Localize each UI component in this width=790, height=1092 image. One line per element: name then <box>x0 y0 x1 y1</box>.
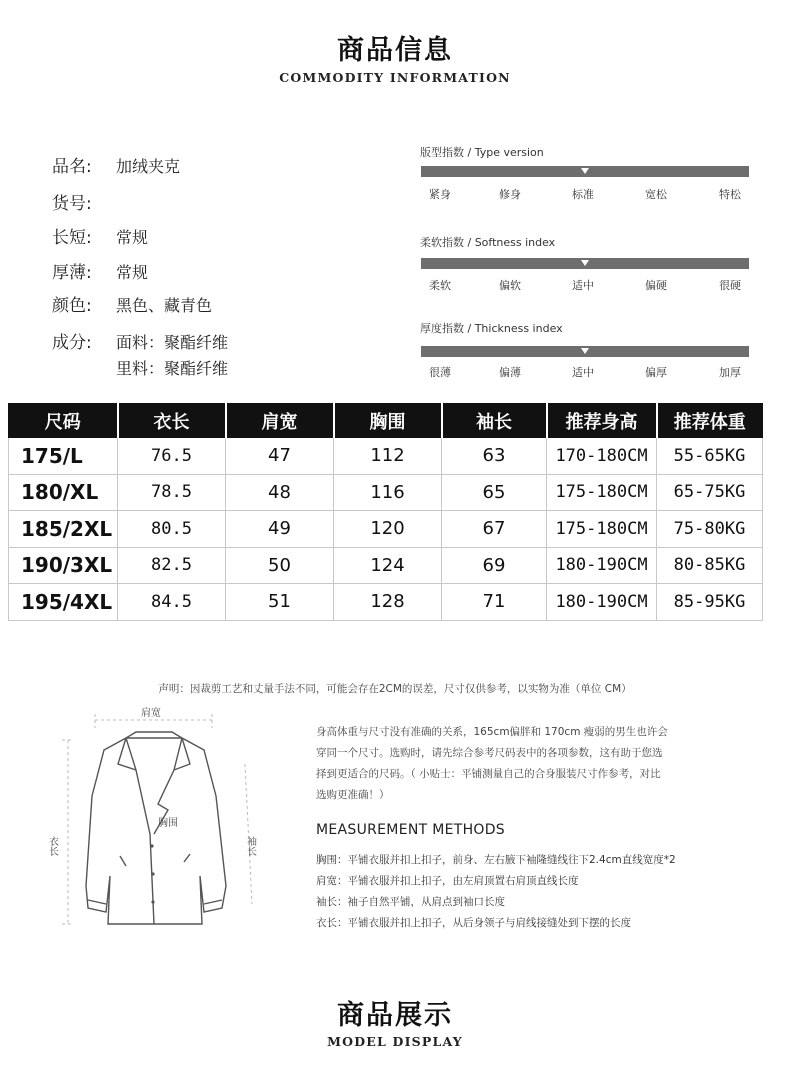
measurement-item: 袖长：袖子自然平铺，从肩点到袖口长度 <box>316 896 505 908</box>
table-cell: 48 <box>226 474 334 511</box>
index-label: 修身 <box>499 188 521 201</box>
index-label: 标准 <box>572 188 594 201</box>
index-labels <box>420 186 750 202</box>
table-cell: 50 <box>226 547 334 584</box>
header-cell: 袖长 <box>442 404 547 438</box>
info-value: 常规 <box>116 263 149 282</box>
table-row <box>9 438 763 475</box>
index-label: 偏厚 <box>645 366 667 379</box>
table-cell: 80-85KG <box>657 547 763 584</box>
button-icon <box>151 900 154 903</box>
table-cell: 190/3XL <box>9 547 118 584</box>
info-row-length <box>52 223 148 248</box>
label-sleeve: 袖长 <box>244 836 256 856</box>
info-label: 成分: <box>52 333 92 353</box>
table-cell: 82.5 <box>118 547 226 584</box>
header-cell: 衣长 <box>118 404 226 438</box>
index-marker-icon <box>581 168 589 174</box>
size-table-header <box>9 404 763 438</box>
table-cell: 180-190CM <box>547 584 657 621</box>
info-row-name <box>52 152 180 177</box>
info-row-color <box>52 291 212 316</box>
table-cell: 112 <box>334 438 442 475</box>
table-cell: 180/XL <box>9 474 118 511</box>
table-row <box>9 511 763 548</box>
description-line: 身高体重与尺寸没有准确的关系，165cm偏胖和 170cm 瘦弱的男生也许会 <box>316 726 668 738</box>
table-cell: 84.5 <box>118 584 226 621</box>
label-length: 衣长 <box>46 836 58 856</box>
index-marker-icon <box>581 260 589 266</box>
table-cell: 69 <box>442 547 547 584</box>
table-cell: 67 <box>442 511 547 548</box>
jacket-diagram <box>40 706 270 936</box>
header-cell: 肩宽 <box>226 404 334 438</box>
table-cell: 49 <box>226 511 334 548</box>
size-table <box>8 403 763 621</box>
info-row-sku <box>52 189 116 214</box>
info-row-material <box>52 328 228 353</box>
table-cell: 175/L <box>9 438 118 475</box>
table-cell: 63 <box>442 438 547 475</box>
disclaimer-text: 声明：因裁剪工艺和丈量手法不同，可能会存在2CM的误差，尺寸仅供参考，以实物为准（单位 CM） <box>158 683 632 695</box>
table-row <box>9 547 763 584</box>
index-label: 特松 <box>719 188 741 201</box>
index-label: 紧身 <box>429 188 451 201</box>
info-label: 品名: <box>52 157 92 177</box>
label-chest: 胸围 <box>158 818 178 829</box>
table-cell: 51 <box>226 584 334 621</box>
index-label: 加厚 <box>719 366 741 379</box>
table-row <box>9 584 763 621</box>
table-cell: 65 <box>442 474 547 511</box>
table-cell: 175-180CM <box>547 474 657 511</box>
index-label: 偏软 <box>499 279 521 292</box>
description-line: 穿同一个尺寸。选购时，请先综合参考尺码表中的各项参数，这有助于您选 <box>316 747 663 759</box>
commodity-title-cn: 商品信息 <box>337 35 453 66</box>
table-cell: 170-180CM <box>547 438 657 475</box>
info-value: 加绒夹克 <box>116 157 181 176</box>
table-cell: 85-95KG <box>657 584 763 621</box>
info-label: 颜色: <box>52 296 92 316</box>
commodity-title-en: COMMODITY INFORMATION <box>279 70 511 85</box>
description-line: 选购更准确！） <box>316 789 390 801</box>
index-label: 偏薄 <box>499 366 521 379</box>
button-icon <box>150 844 153 847</box>
size-description <box>316 722 736 806</box>
index-bar <box>421 346 749 357</box>
header-cell: 尺码 <box>9 404 118 438</box>
index-label: 柔软 <box>429 279 451 292</box>
info-value: 黑色、藏青色 <box>116 296 213 315</box>
measurement-title: MEASUREMENT METHODS <box>316 822 505 838</box>
info-lining: 里料：聚酯纤维 <box>116 359 229 378</box>
info-label: 长短: <box>52 228 92 248</box>
measurement-item: 衣长：平铺衣服并扣上扣子，从后身领子与肩线接缝处到下摆的长度 <box>316 917 631 929</box>
table-cell: 78.5 <box>118 474 226 511</box>
index-label: 适中 <box>572 366 594 379</box>
table-cell: 71 <box>442 584 547 621</box>
info-label: 厚薄: <box>52 263 92 283</box>
model-display-title-cn: 商品展示 <box>337 1000 453 1031</box>
index-labels <box>420 277 750 293</box>
info-label: 货号: <box>52 194 92 214</box>
button-icon <box>151 872 154 875</box>
index-title: 版型指数 / Type version <box>420 146 544 159</box>
index-labels <box>420 364 750 380</box>
jacket-outline <box>86 732 226 924</box>
header-cell: 胸围 <box>334 404 442 438</box>
description-line: 择到更适合的尺码。（ 小贴士：平铺测量自己的合身服装尺寸作参考，对比 <box>316 768 661 780</box>
index-marker-icon <box>581 348 589 354</box>
table-cell: 175-180CM <box>547 511 657 548</box>
index-title: 柔软指数 / Softness index <box>420 236 556 249</box>
table-cell: 180-190CM <box>547 547 657 584</box>
table-cell: 116 <box>334 474 442 511</box>
table-cell: 124 <box>334 547 442 584</box>
index-title: 厚度指数 / Thickness index <box>420 322 563 335</box>
info-value: 面料：聚酯纤维 <box>116 333 229 352</box>
table-cell: 195/4XL <box>9 584 118 621</box>
table-cell: 80.5 <box>118 511 226 548</box>
index-bar <box>421 258 749 269</box>
index-label: 很薄 <box>429 366 451 379</box>
info-row-thickness <box>52 258 148 283</box>
model-display-title-en: MODEL DISPLAY <box>327 1034 463 1049</box>
label-shoulder: 肩宽 <box>141 708 161 719</box>
index-label: 宽松 <box>645 188 667 201</box>
measurement-item: 肩宽：平铺衣服并扣上扣子，由左肩顶置右肩顶直线长度 <box>316 875 579 887</box>
table-cell: 185/2XL <box>9 511 118 548</box>
measurement-methods <box>316 850 756 934</box>
table-cell: 120 <box>334 511 442 548</box>
table-row <box>9 474 763 511</box>
index-label: 很硬 <box>719 279 741 292</box>
header-cell: 推荐身高 <box>547 404 657 438</box>
table-cell: 128 <box>334 584 442 621</box>
index-bar <box>421 166 749 177</box>
info-value: 常规 <box>116 228 149 247</box>
table-cell: 75-80KG <box>657 511 763 548</box>
table-cell: 65-75KG <box>657 474 763 511</box>
index-label: 适中 <box>572 279 594 292</box>
index-label: 偏硬 <box>645 279 667 292</box>
table-cell: 76.5 <box>118 438 226 475</box>
table-cell: 55-65KG <box>657 438 763 475</box>
header-cell: 推荐体重 <box>657 404 763 438</box>
table-cell: 47 <box>226 438 334 475</box>
measurement-item: 胸围：平铺衣服并扣上扣子，前身、左右腋下袖隆缝线往下2.4cm直线宽度*2 <box>316 854 676 866</box>
